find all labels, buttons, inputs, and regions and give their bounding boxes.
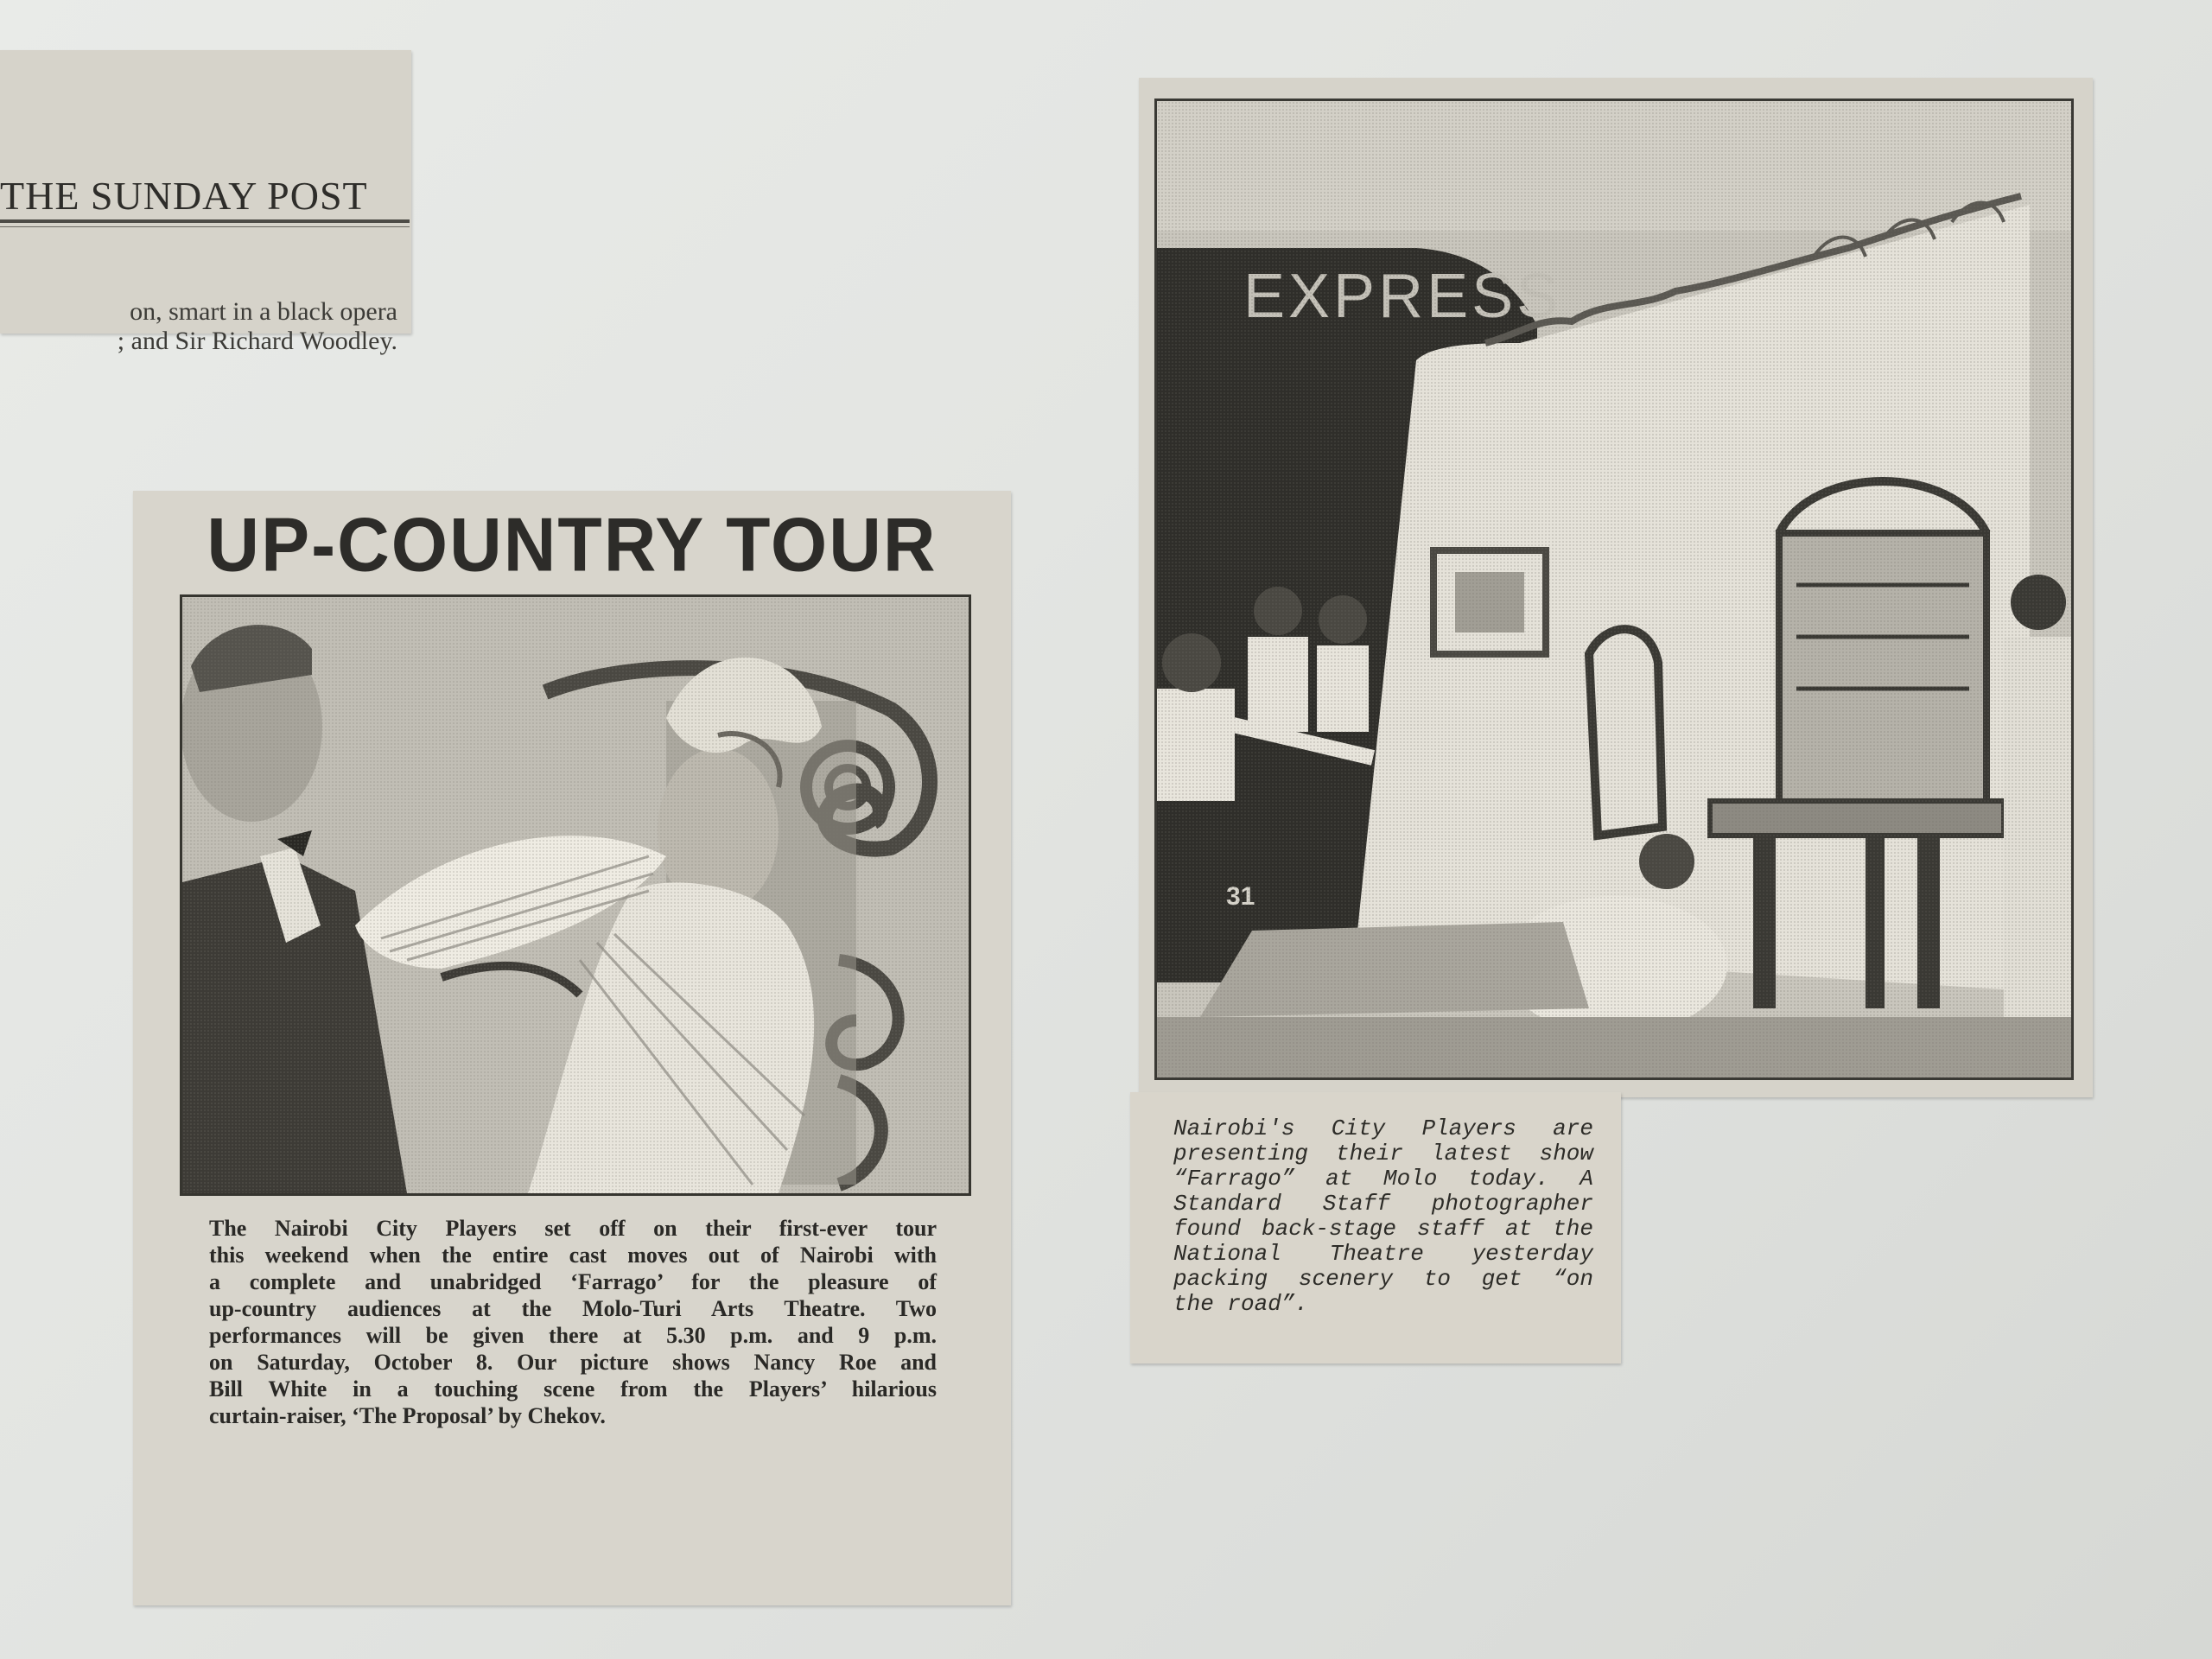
tour-headline: UP-COUNTRY TOUR [207,501,938,588]
farrago-caption-line: “Farrago” at Molo today. A [1173,1166,1593,1192]
farrago-photograph [1154,99,2074,1080]
farrago-caption-line: found back-stage staff at the [1173,1216,1593,1242]
farrago-caption [1173,1116,1593,1317]
farrago-caption-line: Standard Staff photographer [1173,1191,1593,1217]
farrago-photo-clipping [1139,78,2093,1097]
sunday-post-line: ; and Sir Richard Woodley. [117,327,397,355]
farrago-caption-line: presenting their latest show [1173,1141,1593,1166]
tour-caption-line: curtain-raiser, ‘The Proposal’ by Chekov. [209,1403,606,1428]
masthead-rule [0,219,410,223]
tour-caption-line: a complete and unabridged ‘Farrago’ for the pleasure of [209,1269,937,1294]
newspaper-masthead: THE SUNDAY POST [0,174,368,218]
farrago-caption-line: Nairobi's City Players are [1173,1116,1593,1141]
farrago-photo-image [1157,101,2071,1077]
tour-caption-line: performances will be given there at 5.30 p.m. and 9 p.m. [209,1323,937,1348]
tour-photo-image [182,597,969,1193]
sunday-post-text [0,297,397,356]
farrago-caption-line: packing scenery to get “on [1173,1266,1593,1292]
sunday-post-line: on, smart in a black opera [130,297,397,326]
farrago-caption-line: National Theatre yesterday [1173,1241,1593,1267]
tour-caption-line: this weekend when the entire cast moves out of Nairobi with [209,1243,937,1268]
farrago-caption-line: the road”. [1173,1291,1309,1317]
masthead-rule-thin [0,226,410,227]
up-country-tour-clipping [133,491,1011,1605]
farrago-caption-clipping [1130,1092,1621,1363]
tour-caption-line: The Nairobi City Players set off on their first-ever tour [209,1216,937,1241]
tour-caption-line: up-country audiences at the Molo-Turi Arts Theatre. Two [209,1296,937,1321]
tour-caption [209,1215,937,1429]
tour-caption-line: Bill White in a touching scene from the Players’ hilarious [209,1376,937,1402]
tour-caption-line: on Saturday, October 8. Our picture shows Nancy Roe and [209,1350,937,1375]
tour-photograph [180,594,971,1196]
sunday-post-clipping [0,50,411,355]
